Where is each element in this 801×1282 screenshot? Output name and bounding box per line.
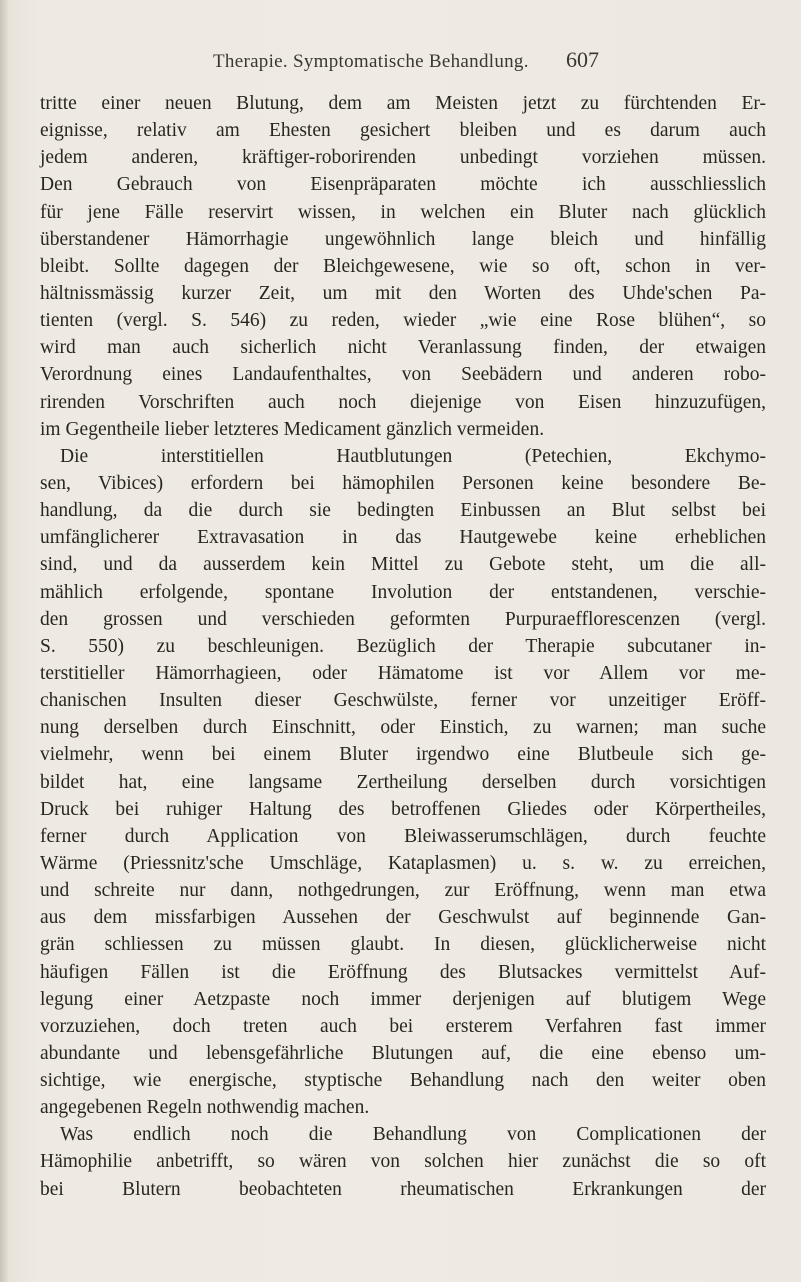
text-line: sichtige, wie energische, styptische Behandlung nach den weiter oben xyxy=(40,1070,766,1092)
text-line: chanischen Insulten dieser Geschwülste, ferner vor unzeitiger Eröff- xyxy=(40,690,766,712)
page-binding-edge xyxy=(0,0,8,1282)
text-line: den grossen und verschieden geformten Purpuraefflorescenzen (vergl. xyxy=(40,608,766,630)
running-head: Therapie. Symptomatische Behandlung. xyxy=(213,51,529,72)
text-line: nung derselben durch Einschnitt, oder Einstich, zu warnen; man suche xyxy=(40,717,766,739)
text-line: terstitieller Hämorrhagieen, oder Hämatome ist vor Allem vor me- xyxy=(40,662,766,684)
text-line: aus dem missfarbigen Aussehen der Geschwulst auf beginnende Gan- xyxy=(40,907,766,929)
text-line: für jene Fälle reservirt wissen, in welchen ein Bluter nach glücklich xyxy=(40,201,766,223)
text-line: handlung, da die durch sie bedingten Einbussen an Blut selbst bei xyxy=(40,500,766,522)
text-line: sen, Vibices) erfordern bei hämophilen Personen keine besondere Be- xyxy=(40,472,766,494)
text-line: Den Gebrauch von Eisenpräparaten möchte ich ausschliesslich xyxy=(40,174,766,196)
text-line: jedem anderen, kräftiger-roborirenden unbedingt vorziehen müssen. xyxy=(40,147,766,169)
text-line: bleibt. Sollte dagegen der Bleichgewesene, wie so oft, schon in ver- xyxy=(40,255,766,277)
text-line: Hämophilie anbetrifft, so wären von solchen hier zunächst die so oft xyxy=(40,1151,766,1173)
text-line: im Gegentheile lieber letzteres Medicament gänzlich vermeiden. xyxy=(40,418,545,440)
text-line: S. 550) zu beschleunigen. Bezüglich der Therapie subcutaner in- xyxy=(40,635,766,657)
text-line: sind, und da ausserdem kein Mittel zu Gebote steht, um die all- xyxy=(40,554,766,576)
page-number: 607 xyxy=(566,47,599,72)
text-line: Wärme (Priessnitz'sche Umschläge, Kataplasmen) u. s. w. zu erreichen, xyxy=(40,852,766,874)
paragraph-first-line: Die interstitiellen Hautblutungen (Petechien, Ekchymo- xyxy=(60,445,766,467)
text-line: mählich erfolgende, spontane Involution der entstandenen, verschie- xyxy=(40,581,766,603)
text-line: ferner durch Application von Bleiwasserumschlägen, durch feuchte xyxy=(40,825,766,847)
text-line: vorzuziehen, doch treten auch bei ersterem Verfahren fast immer xyxy=(40,1015,766,1037)
text-line: vielmehr, wenn bei einem Bluter irgendwo eine Blutbeule sich ge- xyxy=(40,744,766,766)
text-line: legung einer Aetzpaste noch immer derjenigen auf blutigem Wege xyxy=(40,988,766,1010)
text-line: eignisse, relativ am Ehesten gesichert bleiben und es darum auch xyxy=(40,120,766,142)
text-line: grän schliessen zu müssen glaubt. In diesen, glücklicherweise nicht xyxy=(40,934,766,956)
text-line: angegebenen Regeln nothwendig machen. xyxy=(40,1097,370,1119)
text-line: rirenden Vorschriften auch noch diejenige von Eisen hinzuzufügen, xyxy=(40,391,766,413)
text-line: tritte einer neuen Blutung, dem am Meisten jetzt zu fürchtenden Er- xyxy=(40,93,766,114)
text-line: Verordnung eines Landaufenthaltes, von Seebädern und anderen robo- xyxy=(40,364,766,386)
text-line: tienten (vergl. S. 546) zu reden, wieder „wie eine Rose blühen“, so xyxy=(40,310,766,332)
text-line: häufigen Fällen ist die Eröffnung des Blutsackes vermittelst Auf- xyxy=(40,961,766,983)
text-line: und schreite nur dann, nothgedrungen, zur Eröffnung, wenn man etwa xyxy=(40,880,766,902)
text-line: bildet hat, eine langsame Zertheilung derselben durch vorsichtigen xyxy=(40,771,766,793)
body-text xyxy=(40,90,766,1203)
text-line: hältnissmässig kurzer Zeit, um mit den Worten des Uhde'schen Pa- xyxy=(40,282,766,304)
page-header xyxy=(0,47,801,81)
text-line: wird man auch sicherlich nicht Veranlassung finden, der etwaigen xyxy=(40,337,766,359)
paragraph-first-line: Was endlich noch die Behandlung von Complicationen der xyxy=(60,1124,766,1146)
text-line: überstandener Hämorrhagie ungewöhnlich lange bleich und hinfällig xyxy=(40,228,766,250)
text-line: umfänglicherer Extravasation in das Hautgewebe keine erheblichen xyxy=(40,527,766,549)
text-line: abundante und lebensgefährliche Blutungen auf, die eine ebenso um- xyxy=(40,1042,766,1064)
text-line: bei Blutern beobachteten rheumatischen Erkrankungen der xyxy=(40,1178,766,1200)
text-line: Druck bei ruhiger Haltung des betroffenen Gliedes oder Körpertheiles, xyxy=(40,798,766,820)
